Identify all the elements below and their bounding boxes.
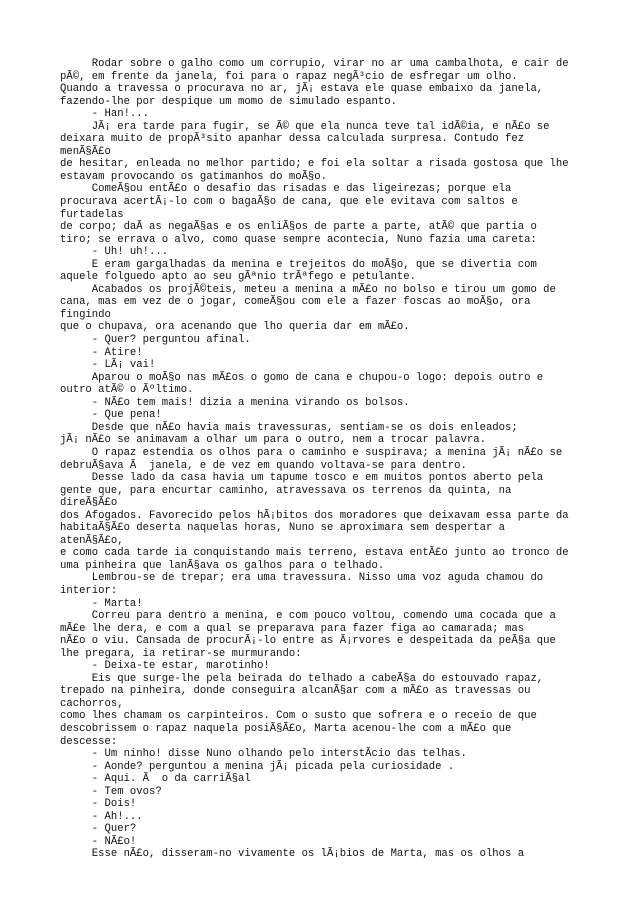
text-line: - Quer? perguntou afinal. (60, 334, 251, 347)
text-line: O rapaz estendia os olhos para o caminho e suspirava; a menina jÃ¡ nÃ£o se (60, 446, 563, 459)
text-line: cana, mas em vez de o jogar, comeÃ§ou com ele a fazer foscas ao moÃ§o, ora (60, 296, 531, 309)
text-line: de hesitar, enleada no melhor partido; e foi ela soltar a risada gostosa que lhe (60, 158, 569, 171)
text-line: - Um ninho! disse Nuno olhando pelo interstÃcio das telhas. (60, 748, 467, 761)
text-line: tiro; se errava o alvo, como quase sempre acontecia, Nuno fazia uma careta: (60, 233, 537, 246)
text-line: - Aqui. Ã o da carriÃ§al (60, 773, 251, 786)
text-line: cachorros, (60, 697, 124, 710)
text-line: nÃ£o o viu. Cansada de procurÃ¡-lo entre as Ã¡rvores e despeitada da peÃ§a que (60, 635, 556, 648)
text-line: - LÃ¡ vai! (60, 359, 156, 372)
text-line: procurava acertÃ¡-lo com o bagaÃ§o de cana, que ele evitava com saltos e (60, 196, 518, 209)
document-page (60, 58, 590, 861)
text-line: - Dois! (60, 798, 137, 811)
text-line: como lhes chamam os carpinteiros. Com o susto que sofrera e o receio de que (60, 710, 537, 723)
text-line: de corpo; daÃ as negaÃ§as e os enliÃ§os de parte a parte, atÃ© que partia o (60, 221, 537, 234)
text-line: descobrissem o rapaz naquela posiÃ§Ã£o, Marta acenou-lhe com a mÃ£o que (60, 722, 512, 735)
text-line: fazendo-lhe por despique um momo de simulado espanto. (60, 95, 397, 108)
text-line: debruÃ§ava Ã janela, e de vez em quando voltava-se para dentro. (60, 459, 467, 472)
text-line: habitaÃ§Ã£o deserta naquelas horas, Nuno se aproximara sem despertar a (60, 522, 506, 535)
text-line: gente que, para encurtar caminho, atravessava os terrenos da quinta, na (60, 484, 512, 497)
text-line: pÃ©, em frente da janela, foi para o rapaz negÃ³cio de esfregar um olho. (60, 70, 518, 83)
text-line: - Ah!... (60, 810, 143, 823)
text-line: estavam provocando os gatimanhos do moÃ§o. (60, 170, 328, 183)
text-line: atenÃ§Ã£o, (60, 534, 124, 547)
text-line: - NÃ£o tem mais! dizia a menina virando os bolsos. (60, 396, 410, 409)
text-line: - Uh! uh!... (60, 246, 169, 259)
text-line: Desse lado da casa havia um tapume tosco e em muitos pontos aberto pela (60, 472, 544, 485)
text-line: Quando a travessa o procurava no ar, jÃ¡ estava ele quase embaixo da janela, (60, 83, 544, 96)
text-line: E eram gargalhadas da menina e trejeitos do moÃ§o, que se divertia com (60, 258, 537, 271)
text-line: - Quer? (60, 823, 137, 836)
text-line: Correu para dentro a menina, e com pouco voltou, comendo uma cocada que a (60, 610, 556, 623)
text-line: Lembrou-se de trepar; era uma travessura. Nisso uma voz aguda chamou do (60, 572, 544, 585)
text-line: Desde que nÃ£o havia mais travessuras, sentiam-se os dois enleados; (60, 421, 518, 434)
text-line: trepado na pinheira, donde conseguira alcanÃ§ar com a mÃ£o as travessas ou (60, 685, 531, 698)
text-line: direÃ§Ã£o (60, 497, 118, 510)
text-line: e como cada tarde ia conquistando mais terreno, estava entÃ£o junto ao tronco de (60, 547, 569, 560)
text-line: Eis que surge-lhe pela beirada do telhado a cabeÃ§a do estouvado rapaz, (60, 672, 544, 685)
text-line: deixara muito de propÃ³sito apanhar dessa calculada surpresa. Contudo fez (60, 133, 525, 146)
text-line: lhe pregara, ia retirar-se murmurando: (60, 647, 302, 660)
text-line: - Deixa-te estar, marotinho! (60, 660, 270, 673)
text-line: ComeÃ§ou entÃ£o o desafio das risadas e das ligeirezas; porque ela (60, 183, 512, 196)
text-line: - Marta! (60, 597, 143, 610)
text-line: interior: (60, 584, 118, 597)
text-line: - NÃ£o! (60, 835, 137, 848)
text-line: aquele folguedo apto ao seu gÃªnio trÃªfego e petulante. (60, 271, 417, 284)
text-line: Rodar sobre o galho como um corrupio, virar no ar uma cambalhota, e cair de (60, 58, 569, 70)
text-line: - Aonde? perguntou a menina jÃ¡ picada pela curiosidade . (60, 760, 455, 773)
text-line: Aparou o moÃ§o nas mÃ£os o gomo de cana e chupou-o logo: depois outro e (60, 371, 544, 384)
text-line: uma pinheira que lanÃ§ava os galhos para o telhado. (60, 559, 385, 572)
text-line: dos Afogados. Favorecido pelos hÃ¡bitos dos moradores que deixavam essa parte da (60, 509, 569, 522)
text-line: fingindo (60, 308, 111, 321)
text-line: - Atire! (60, 346, 143, 359)
text-line: jÃ¡ nÃ£o se animavam a olhar um para o outro, nem a trocar palavra. (60, 434, 486, 447)
text-line: - Han!... (60, 108, 150, 121)
text-line: - Tem ovos? (60, 785, 162, 798)
text-line: Acabados os projÃ©teis, meteu a menina a mÃ£o no bolso e tirou um gomo de (60, 283, 556, 296)
text-line: JÃ¡ era tarde para fugir, se Ã© que ela nunca teve tal idÃ©ia, e nÃ£o se (60, 120, 550, 133)
text-line: - Que pena! (60, 409, 162, 422)
text-line: furtadelas (60, 208, 124, 221)
text-line: que o chupava, ora acenando que lho queria dar em mÃ£o. (60, 321, 410, 334)
text-line: outro atÃ© o Ãºltimo. (60, 384, 194, 397)
text-line: Esse nÃ£o, disseram-no vivamente os lÃ¡bios de Marta, mas os olhos a (60, 848, 525, 861)
text-line: menÃ§Ã£o (60, 145, 111, 158)
text-line: mÃ£e lhe dera, e com a qual se preparava para fazer figa ao camarada; mas (60, 622, 525, 635)
text-line: descesse: (60, 735, 118, 748)
